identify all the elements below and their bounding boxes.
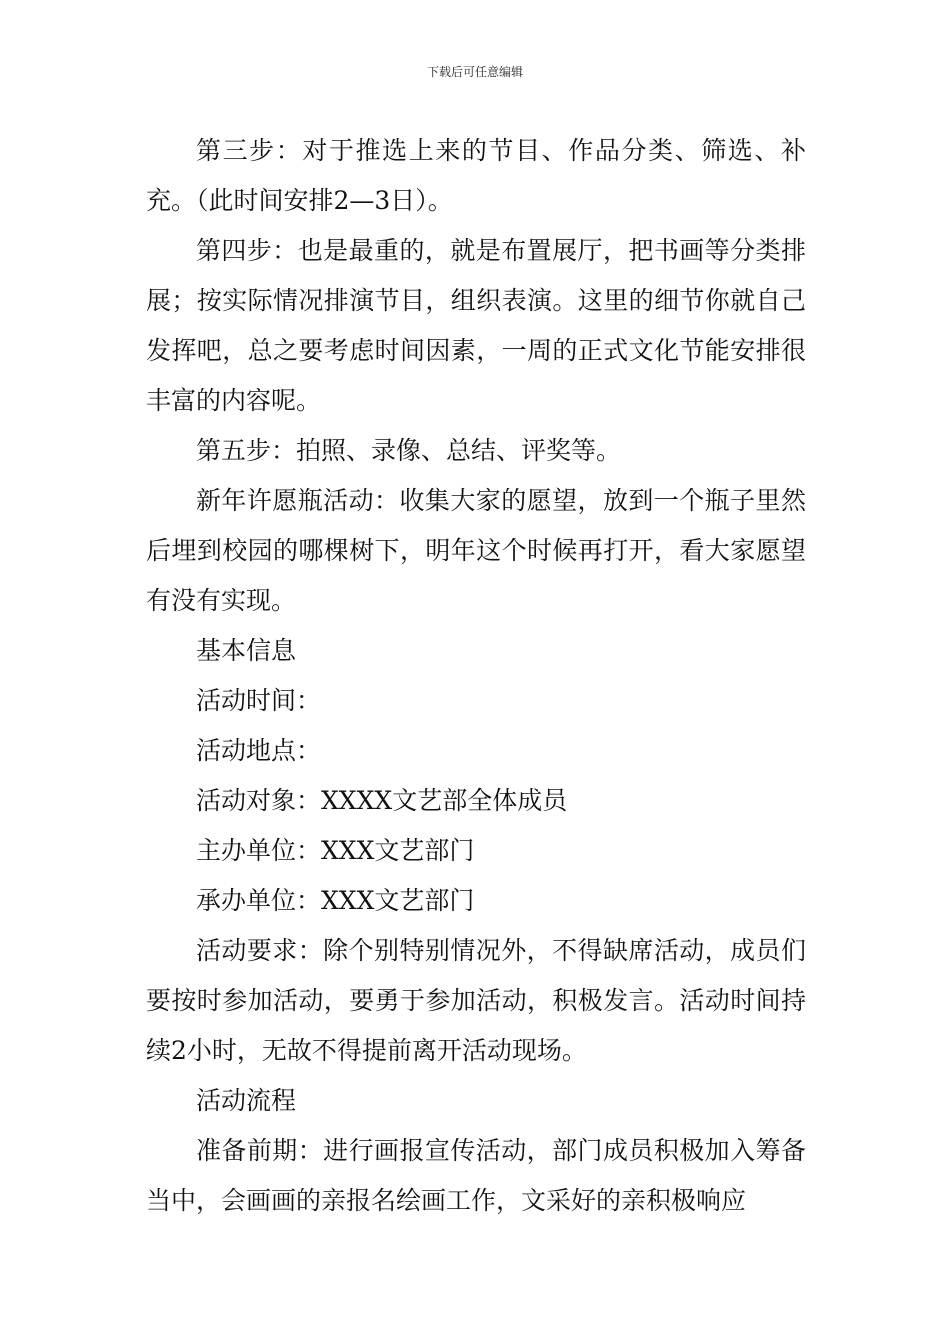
field-activity-location: 活动地点： [196,736,322,765]
paragraph-activity-requirements: 活动要求：除个别特别情况外，不得缺席活动，成员们要按时参加活动，要勇于参加活动，积极发言。活动时间持续2小时，无故不得提前离开活动现场。 [146,936,806,1065]
field-co-organizer: 承办单位：XXX文艺部门 [196,886,475,915]
paragraph-step-five: 第五步：拍照、录像、总结、评奖等。 [196,436,622,465]
page-header-note: 下载后可任意编辑 [426,65,523,79]
field-organizer: 主办单位：XXX文艺部门 [196,836,475,865]
paragraph-preparation: 准备前期：进行画报宣传活动，部门成员积极加入筹备当中，会画画的亲报名绘画工作，文采好的亲积极响应 [146,1136,806,1215]
paragraph-step-four: 第四步：也是最重的，就是布置展厅，把书画等分类排展；按实际情况排演节目，组织表演。这里的细节你就自己发挥吧，总之要考虑时间因素，一周的正式文化节能安排很丰富的内容呢。 [146,236,806,415]
field-activity-audience: 活动对象：XXXX文艺部全体成员 [196,786,568,815]
paragraph-wish-bottle: 新年许愿瓶活动：收集大家的愿望，放到一个瓶子里然后埋到校园的哪棵树下，明年这个时候再打开，看大家愿望有没有实现。 [146,486,806,615]
paragraph-step-three: 第三步：对于推选上来的节目、作品分类、筛选、补充。（此时间安排2—3日）。 [146,136,806,215]
section-heading-activity-process: 活动流程 [196,1086,297,1115]
section-heading-basic-info: 基本信息 [196,636,297,665]
field-activity-time: 活动时间： [196,686,322,715]
document-body [146,126,806,1226]
